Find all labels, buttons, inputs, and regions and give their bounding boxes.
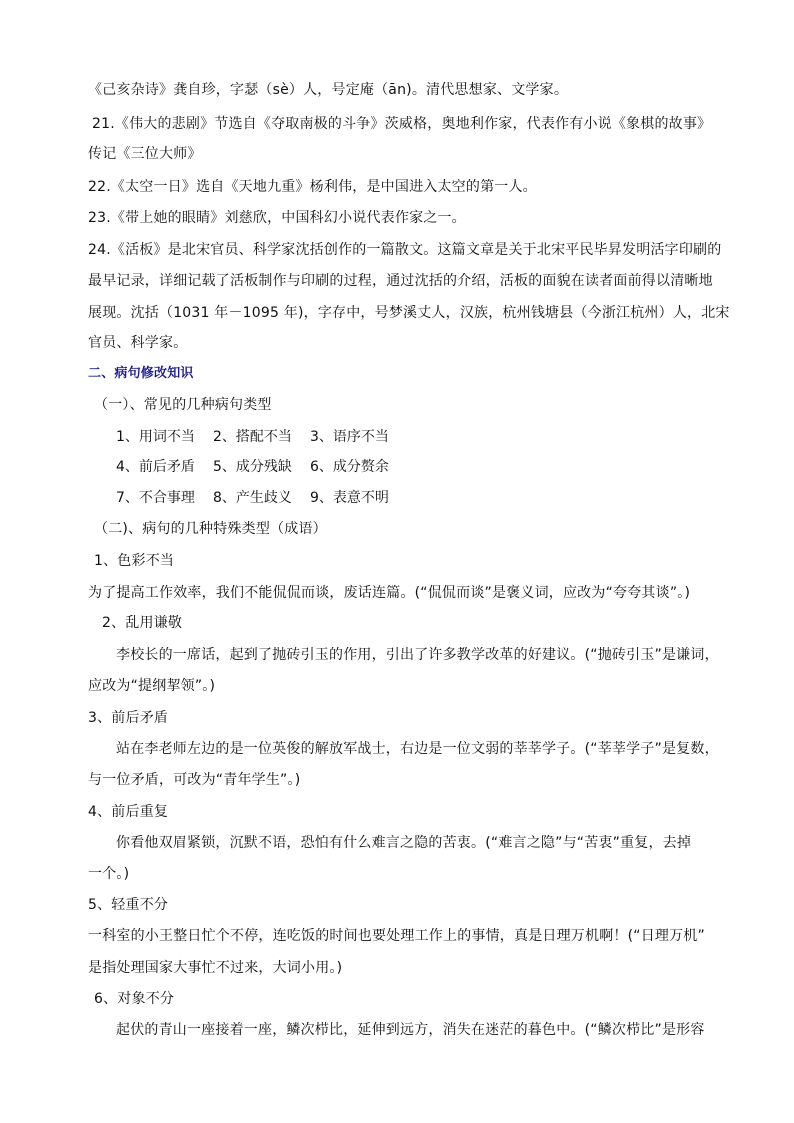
text-line: 24.《活板》是北宋官员、科学家沈括创作的一篇散文。这篇文章是关于北宋平民毕昇发明活字印刷的: [88, 242, 722, 258]
item-heading: 2、乱用谦敬: [102, 615, 183, 631]
item-heading: 6、对象不分: [94, 991, 175, 1007]
subsection-heading: （二)、病句的几种特殊类型（成语）: [94, 521, 327, 537]
error-types-row: [116, 428, 407, 446]
item-heading: 1、色彩不当: [94, 553, 175, 569]
error-types-row: [116, 489, 407, 507]
error-type-item: 7、不合事理: [116, 490, 195, 506]
text-line: 站在李老师左边的是一位英俊的解放军战士，右边是一位文弱的莘莘学子。(“莘莘学子”是复数，: [116, 741, 719, 757]
text-line: 一科室的小王整日忙个不停，连吃饭的时间也要处理工作上的事情，真是日理万机啊！(“日理万机”: [88, 928, 705, 944]
text-line: 22.《太空一日》选自《天地九重》杨利伟，是中国进入太空的第一人。: [88, 179, 537, 195]
text-line: 你看他双眉紧锁，沉默不语，恐怕有什么难言之隐的苦衷。(“难言之隐”与“苦衷”重复，去掉: [116, 835, 692, 851]
subsection-heading: （一）、常见的几种病句类型: [94, 397, 272, 413]
error-type-item: 6、成分赘余: [310, 459, 389, 475]
text-line: 与一位矛盾，可改为“青年学生”。): [88, 772, 301, 788]
text-line: 是指处理国家大事忙不过来，大词小用。): [88, 960, 343, 976]
text-line: 展现。沈括（1031 年－1095 年)，字存中，号梦溪丈人，汉族，杭州钱塘县（今浙江杭州）人，北宋: [88, 305, 730, 321]
item-heading: 5、轻重不分: [88, 897, 169, 913]
text-line: 23.《带上她的眼睛》刘慈欣，中国科幻小说代表作家之一。: [88, 210, 466, 226]
text-line: 一个。): [88, 866, 130, 882]
error-type-item: 4、前后矛盾: [116, 459, 195, 475]
text-line: 起伏的青山一座接着一座，鳞次栉比，延伸到远方，消失在迷茫的暮色中。(“鳞次栉比”是形容: [116, 1022, 705, 1038]
error-type-item: 2、搭配不当: [213, 429, 292, 445]
error-types-row: [116, 458, 407, 476]
item-heading: 3、前后矛盾: [88, 710, 169, 726]
text-line: 最早记录，详细记载了活板制作与印刷的过程，通过沈括的介绍，活板的面貌在读者面前得以清晰地: [88, 273, 713, 289]
error-type-item: 3、语序不当: [310, 429, 389, 445]
error-type-item: 8、产生歧义: [213, 490, 292, 506]
item-heading: 4、前后重复: [88, 804, 169, 820]
error-type-item: 1、用词不当: [116, 429, 195, 445]
text-line: 李校长的一席话，起到了抛砖引玉的作用，引出了许多教学改革的好建议。(“抛砖引玉”是谦词，: [116, 647, 719, 663]
error-type-item: 5、成分残缺: [213, 459, 292, 475]
text-line: 应改为“提纲挈领”。): [88, 678, 216, 694]
text-line: 传记《三位大师》: [88, 146, 202, 162]
text-line: 21.《伟大的悲剧》节选自《夺取南极的斗争》茨威格，奥地利作家，代表作有小说《象棋的故事》: [92, 116, 712, 132]
text-line: 《己亥杂诗》龚自珍，字瑟（sè）人，号定庵（ān)。清代思想家、文学家。: [88, 82, 569, 98]
text-line: 为了提高工作效率，我们不能侃侃而谈，废话连篇。(“侃侃而谈”是褒义词，应改为“夸夸其谈”。): [88, 585, 691, 601]
text-line: 官员、科学家。: [88, 335, 188, 351]
section-heading: 二、病句修改知识: [88, 366, 194, 381]
error-type-item: 9、表意不明: [310, 490, 389, 506]
